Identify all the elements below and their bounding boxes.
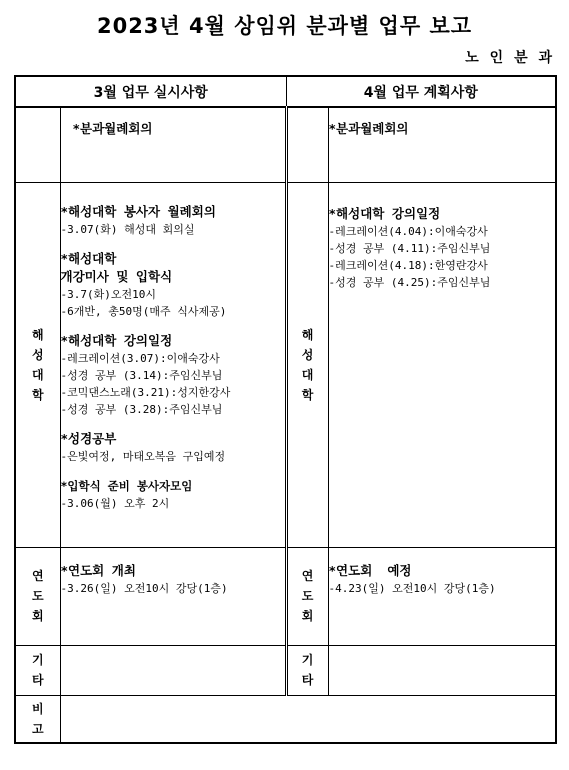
report-table (14, 75, 557, 744)
etc-march-cell (60, 645, 286, 695)
haesung-march-s5-heading: *입학식 준비 봉사자모임 (60, 478, 193, 493)
remarks-cell (60, 695, 556, 743)
general-april-heading: *분과월례회의 (328, 121, 409, 136)
list-item: -성경 공부 (4.11):주임신부님 (328, 241, 491, 255)
list-item: -레크레이션(4.18):한영란강사 (328, 258, 488, 272)
list-item: -6개반, 총50명(매주 식사제공) (60, 304, 227, 318)
general-april-cell (328, 107, 556, 182)
haesung-march-s1-heading: *해성대학 봉사자 월례회의 (60, 203, 216, 219)
general-april-label-cell (286, 107, 328, 182)
march-header: 3월 업무 실시사항 (15, 76, 286, 107)
yeondo-march-heading: *연도회 개최 (60, 562, 136, 578)
list-item: -성경 공부 (4.25):주임신부님 (328, 275, 491, 289)
haesung-march-s2-subheading: 개강미사 및 입학식 (60, 268, 173, 284)
list-item: -레크레이션(3.07):이애숙강사 (60, 351, 220, 365)
general-march-heading: *분과월례회의 (72, 121, 153, 136)
list-item: -3.06(월) 오후 2시 (60, 496, 170, 510)
list-item: -3.7(화)오전10시 (60, 287, 156, 301)
haesung-march-s3-heading: *해성대학 강의일정 (60, 332, 173, 348)
list-item: -3.26(일) 오전10시 강당(1층) (60, 581, 228, 595)
haesung-label: 해 성 대 학 (15, 182, 60, 547)
yeondo-label: 연 도 회 (15, 547, 60, 645)
remarks-label: 비 고 (15, 695, 60, 743)
etc-label: 기 타 (15, 645, 60, 695)
haesung-march-s2-heading: *해성대학 (60, 250, 117, 266)
yeondo-row (15, 547, 556, 645)
general-row (15, 107, 556, 182)
etc-row (15, 645, 556, 695)
page-title: 2023년 4월 상임위 분과별 업무 보고 (96, 14, 473, 38)
april-header: 4월 업무 계획사항 (286, 76, 556, 107)
haesung-april-s1-heading: *해성대학 강의일정 (328, 205, 441, 221)
list-item: -4.23(일) 오전10시 강당(1층) (328, 581, 496, 595)
header-row (15, 76, 556, 107)
haesung-march-s4-heading: *성경공부 (60, 430, 117, 446)
general-march-cell (60, 107, 286, 182)
haesung-row (15, 182, 556, 547)
remarks-row (15, 695, 556, 743)
etc-april-label: 기 타 (286, 645, 328, 695)
department-name: 노 인 분 과 (465, 50, 555, 66)
haesung-march-cell (60, 182, 286, 547)
yeondo-april-cell (328, 547, 556, 645)
list-item: -성경 공부 (3.14):주임신부님 (60, 368, 223, 382)
list-item: -레크레이션(4.04):이애숙강사 (328, 224, 488, 238)
list-item: -3.07(화) 해성대 회의실 (60, 222, 195, 236)
yeondo-march-cell (60, 547, 286, 645)
etc-april-cell (328, 645, 556, 695)
list-item: -성경 공부 (3.28):주임신부님 (60, 402, 223, 416)
yeondo-april-label: 연 도 회 (286, 547, 328, 645)
yeondo-april-heading: *연도회 예정 (328, 562, 412, 578)
haesung-april-cell (328, 182, 556, 547)
haesung-april-label: 해 성 대 학 (286, 182, 328, 547)
list-item: -은빛여정, 마태오복음 구입예정 (60, 449, 226, 463)
general-label-cell (15, 107, 60, 182)
list-item: -코믹댄스노래(3.21):성지한강사 (60, 385, 231, 399)
